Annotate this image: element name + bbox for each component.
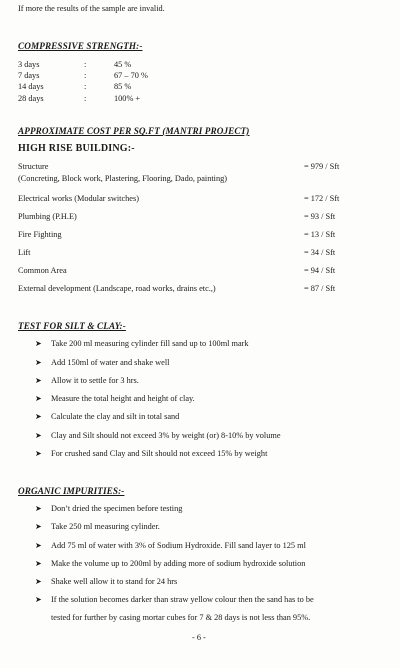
compressive-value-1: 45 % — [114, 60, 132, 69]
compressive-value-3: 85 % — [114, 82, 132, 91]
silt-bullet: Calculate the clay and silt in total sand — [51, 412, 180, 421]
structure-detail: (Concreting, Block work, Plastering, Flooring, Dado, painting) — [18, 174, 228, 183]
structure-value: = 979 / Sft — [304, 162, 340, 171]
cost-item-value: = 34 / Sft — [304, 248, 336, 257]
organic-heading: ORGANIC IMPURITIES:- — [18, 486, 125, 496]
silt-bullet: For crushed sand Clay and Silt should not exceed 15% by weight — [51, 449, 268, 458]
intro-line: If more the results of the sample are invalid. — [18, 4, 165, 13]
arrow-bullet-icon: ➤ — [35, 522, 42, 531]
compressive-day-1: 3 days — [18, 60, 40, 69]
cost-item-value: = 13 / Sft — [304, 230, 336, 239]
compressive-day-2: 7 days — [18, 71, 40, 80]
organic-bullet: Don’t dried the specimen before testing — [51, 504, 183, 513]
organic-bullet: Add 75 ml of water with 3% of Sodium Hydroxide. Fill sand layer to 125 ml — [51, 541, 306, 550]
structure-label: Structure — [18, 162, 49, 171]
silt-bullet: Take 200 ml measuring cylinder fill sand up to 100ml mark — [51, 339, 249, 348]
cost-item-value: = 93 / Sft — [304, 212, 336, 221]
arrow-bullet-icon: ➤ — [35, 431, 42, 440]
silt-bullet: Clay and Silt should not exceed 3% by weight (or) 8-10% by volume — [51, 431, 281, 440]
organic-bullet: If the solution becomes darker than straw yellow colour then the sand has to be — [51, 595, 314, 604]
compressive-sep-3: : — [84, 82, 87, 91]
cost-subheading: HIGH RISE BUILDING:- — [18, 143, 135, 154]
page-number: - 6 - — [192, 633, 206, 642]
silt-bullet: Allow it to settle for 3 hrs. — [51, 376, 139, 385]
arrow-bullet-icon: ➤ — [35, 358, 42, 367]
compressive-value-4: 100% + — [114, 94, 141, 103]
arrow-bullet-icon: ➤ — [35, 559, 42, 568]
cost-item-label: Fire Fighting — [18, 230, 62, 239]
organic-bullet: Make the volume up to 200ml by adding more of sodium hydroxide solution — [51, 559, 306, 568]
arrow-bullet-icon: ➤ — [35, 577, 42, 586]
compressive-day-3: 14 days — [18, 82, 44, 91]
compressive-sep-2: : — [84, 71, 87, 80]
cost-item-label: Plumbing (P.H.E) — [18, 212, 77, 221]
organic-continuation: tested for further by casing mortar cubes for 7 & 28 days is not less than 95%. — [51, 613, 311, 622]
arrow-bullet-icon: ➤ — [35, 339, 42, 348]
compressive-heading: COMPRESSIVE STRENGTH:- — [18, 41, 143, 51]
arrow-bullet-icon: ➤ — [35, 394, 42, 403]
compressive-sep-1: : — [84, 60, 87, 69]
silt-heading: TEST FOR SILT & CLAY:- — [18, 321, 126, 331]
compressive-value-2: 67 – 70 % — [114, 71, 148, 80]
cost-item-label: Common Area — [18, 266, 67, 275]
cost-item-label: External development (Landscape, road works, drains etc.,) — [18, 284, 216, 293]
organic-bullet: Take 250 ml measuring cylinder. — [51, 522, 160, 531]
cost-item-label: Electrical works (Modular switches) — [18, 194, 139, 203]
cost-item-value: = 87 / Sft — [304, 284, 336, 293]
silt-bullet: Measure the total height and height of clay. — [51, 394, 195, 403]
arrow-bullet-icon: ➤ — [35, 449, 42, 458]
arrow-bullet-icon: ➤ — [35, 595, 42, 604]
arrow-bullet-icon: ➤ — [35, 376, 42, 385]
cost-item-label: Lift — [18, 248, 31, 257]
organic-bullet: Shake well allow it to stand for 24 hrs — [51, 577, 178, 586]
arrow-bullet-icon: ➤ — [35, 504, 42, 513]
silt-bullet: Add 150ml of water and shake well — [51, 358, 170, 367]
cost-item-value: = 94 / Sft — [304, 266, 336, 275]
cost-heading: APPROXIMATE COST PER SQ.FT (MANTRI PROJECT) — [18, 126, 250, 136]
compressive-sep-4: : — [84, 94, 87, 103]
arrow-bullet-icon: ➤ — [35, 541, 42, 550]
compressive-day-4: 28 days — [18, 94, 44, 103]
cost-item-value: = 172 / Sft — [304, 194, 340, 203]
arrow-bullet-icon: ➤ — [35, 412, 42, 421]
